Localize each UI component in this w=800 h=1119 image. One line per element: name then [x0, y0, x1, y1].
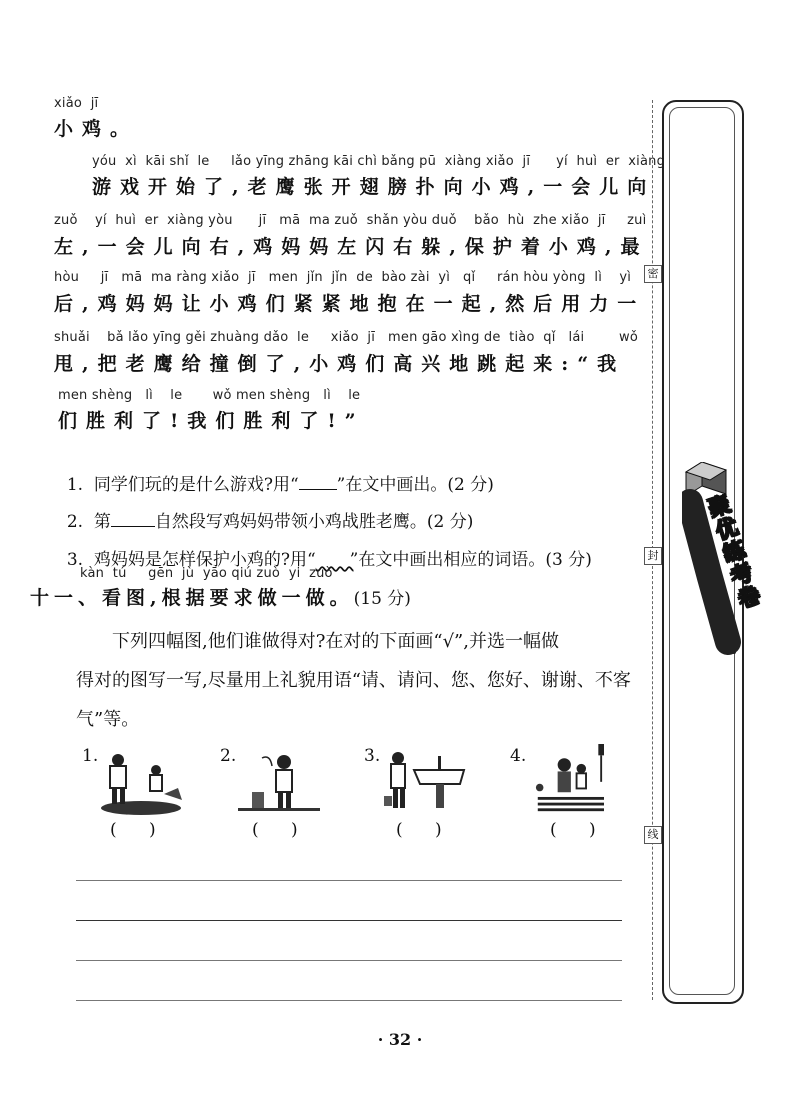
writing-line-4[interactable] — [76, 1000, 622, 1001]
text-line-3: 后,鸡妈妈让小鸡们紧紧地抱在一起,然后用力一 — [54, 293, 646, 315]
seal-mark-mi: 密 — [644, 265, 662, 283]
question-2-text-a: 2. 第 — [66, 512, 111, 532]
pinyin-line-1: yóu xì kāi shǐ le lǎo yīng zhāng kāi chì bǎng pū xiàng xiǎo jī yí huì er xiàng — [92, 154, 666, 169]
picture-2-illustration — [236, 748, 322, 818]
text-line-5: 们胜利了!我们胜利了!” — [58, 410, 365, 432]
picture-3-illustration — [380, 748, 466, 818]
brand-title: 聚优练考卷 — [701, 491, 764, 614]
section-11-pinyin: kàn tú gēn jù yāo qiú zuò yi zuò — [80, 566, 333, 581]
picture-2-number: 2. — [220, 746, 237, 766]
picture-1-illustration — [98, 748, 184, 818]
page-number: · 32 · — [377, 1030, 423, 1049]
pinyin-line-2: zuǒ yí huì er xiàng yòu jī mā ma zuǒ shǎn yòu duǒ bǎo hù zhe xiǎo jī zuì — [54, 213, 647, 228]
text-line-0: 小鸡。 — [54, 118, 139, 140]
writing-line-3[interactable] — [76, 960, 622, 961]
writing-line-1[interactable] — [76, 880, 622, 881]
picture-3-answer-paren[interactable]: ( ) — [396, 820, 442, 840]
picture-2-answer-paren[interactable]: ( ) — [252, 820, 298, 840]
instruction-line-2: 得对的图写一写,尽量用上礼貌用语“请、请问、您、您好、谢谢、不客 — [76, 670, 631, 691]
picture-4-illustration — [526, 744, 612, 814]
pinyin-line-4: shuǎi bǎ lǎo yīng gěi zhuàng dǎo le xiǎo jī men gāo xìng de tiào qǐ lái wǒ — [54, 330, 638, 345]
writing-line-2[interactable] — [76, 920, 622, 921]
seal-mark-xian: 线 — [644, 826, 662, 844]
question-1-text-a: 1. 同学们玩的是什么游戏?用“ — [66, 475, 299, 495]
picture-1-answer-paren[interactable]: ( ) — [110, 820, 156, 840]
section-11-title: 十一、看图,根据要求做一做。 — [30, 587, 354, 609]
text-line-1: 游戏开始了,老鹰张开翅膀扑向小鸡,一会儿向 — [92, 176, 656, 198]
section-11-score: (15 分) — [353, 589, 411, 609]
picture-3-number: 3. — [364, 746, 381, 766]
instruction-line-3: 气”等。 — [76, 709, 140, 730]
section-11-heading — [30, 583, 411, 610]
picture-4-answer-paren[interactable]: ( ) — [550, 820, 596, 840]
question-3 — [56, 525, 592, 570]
instruction-line-1: 下列四幅图,他们谁做得对?在对的下面画“√”,并选一幅做 — [112, 631, 559, 652]
question-3-text-a: 3. 鸡妈妈是怎样保护小鸡的?用“ — [66, 550, 316, 570]
picture-1-number: 1. — [82, 746, 99, 766]
question-3-text-b: ”在文中画出相应的词语。(3 分) — [349, 550, 592, 570]
pinyin-line-5: men shèng lì le wǒ men shèng lì le — [58, 388, 361, 403]
question-2-text-b: 自然段写鸡妈妈带领小鸡战胜老鹰。(2 分) — [154, 512, 474, 532]
text-line-2: 左,一会儿向右,鸡妈妈左闪右躲,保护着小鸡,最 — [54, 236, 649, 258]
picture-4-number: 4. — [510, 746, 527, 766]
pinyin-line-0: xiǎo jī — [54, 96, 99, 111]
seal-mark-feng: 封 — [644, 547, 662, 565]
question-1-text-b: ”在文中画出。(2 分) — [336, 475, 494, 495]
text-line-4: 甩,把老鹰给撞倒了,小鸡们高兴地跳起来:“我 — [54, 353, 626, 375]
pinyin-line-3: hòu jī mā ma ràng xiǎo jī men jǐn jǐn de bào zài yì qǐ rán hòu yòng lì yì — [54, 270, 632, 285]
